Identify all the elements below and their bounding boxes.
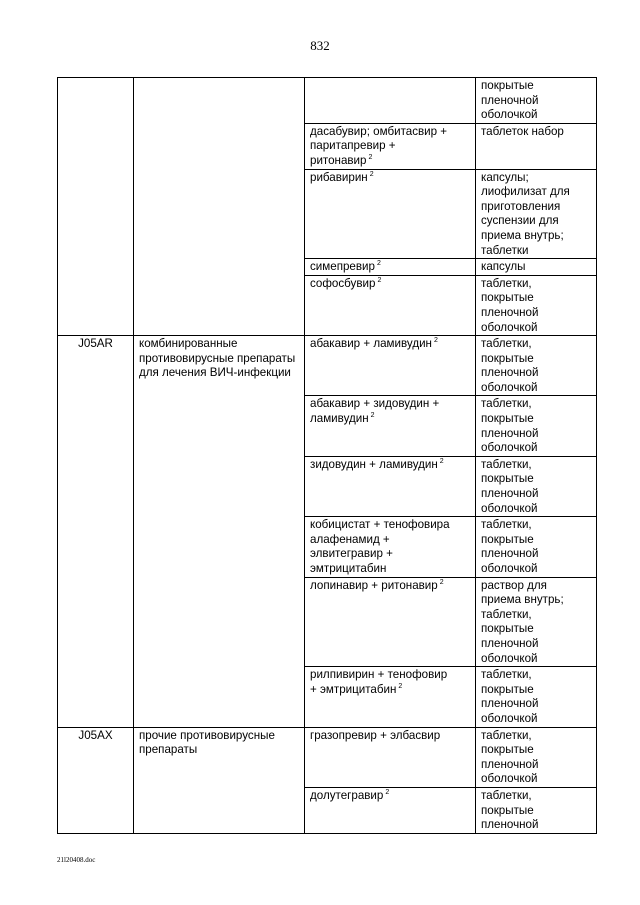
footnote-marker: 2	[439, 457, 444, 465]
drug-name: рибавирин	[310, 170, 368, 184]
dosage-form-cell	[476, 275, 597, 335]
table-row	[58, 78, 597, 124]
drug-name-cell	[305, 667, 476, 727]
dosage-form-cell	[476, 169, 597, 259]
dosage-form: капсулы	[481, 260, 526, 274]
dosage-form-cell	[476, 517, 597, 577]
drug-name: долутегравир	[310, 788, 384, 802]
table-row	[58, 336, 597, 396]
drug-name: абакавир + зидовудин + ламивудин	[310, 397, 440, 426]
dosage-form-cell	[476, 336, 597, 396]
dosage-form: таблетки, покрытые пленочной оболочкой	[481, 397, 539, 455]
dosage-form: покрытые пленочной оболочкой	[481, 79, 539, 122]
drug-name-cell	[305, 396, 476, 456]
dosage-form-cell	[476, 78, 597, 124]
footnote-marker: 2	[385, 788, 390, 796]
dosage-form: таблетки, покрытые пленочной оболочкой	[481, 457, 539, 515]
atc-code-cell	[58, 78, 134, 336]
dosage-form-cell	[476, 787, 597, 833]
footnote-marker: 2	[439, 578, 444, 586]
drug-name: рилпивирин + тенофовир + эмтрицитабин	[310, 668, 448, 696]
footnote-marker: 2	[369, 170, 374, 178]
drug-name-cell	[305, 336, 476, 396]
table-row	[58, 727, 597, 787]
dosage-form-cell	[476, 456, 597, 516]
dosage-form: таблетки, покрытые пленочной	[481, 788, 539, 832]
dosage-form-cell	[476, 259, 597, 276]
drug-table-body	[58, 78, 597, 834]
footnote-marker: 2	[398, 682, 403, 690]
drug-name: симепревир	[310, 260, 375, 274]
dosage-form: таблеток набор	[481, 124, 564, 138]
drug-name: лопинавир + ритонавир	[310, 578, 438, 592]
atc-code-cell: J05AR	[58, 336, 134, 727]
dosage-form-cell	[476, 396, 597, 456]
dosage-form: таблетки, покрытые пленочной оболочкой	[481, 337, 539, 394]
dosage-form: таблетки, покрытые пленочной оболочкой	[481, 728, 539, 786]
group-name-cell	[134, 78, 305, 336]
footnote-marker: 2	[370, 412, 375, 420]
drug-name-cell	[305, 727, 476, 787]
page-number: 832	[310, 38, 330, 53]
drug-name-cell	[305, 787, 476, 833]
footnote-marker: 2	[368, 153, 373, 161]
group-name-cell: комбинированные противовирусные препараты для лечения ВИЧ-инфекции	[134, 336, 305, 727]
dosage-form: таблетки, покрытые пленочной оболочкой	[481, 276, 539, 334]
drug-name: дасабувир; омбитасвир + паритапревир + ритонавир	[310, 124, 448, 167]
drug-name-cell	[305, 78, 476, 124]
footnote-marker: 2	[376, 260, 381, 268]
group-name-cell: прочие противовирусные препараты	[134, 727, 305, 833]
dosage-form-cell	[476, 667, 597, 727]
atc-code-cell: J05AX	[58, 727, 134, 833]
drug-name-cell	[305, 577, 476, 667]
footnote-marker: 2	[377, 276, 382, 284]
drug-name: абакавир + ламивудин	[310, 337, 432, 351]
drug-name-cell	[305, 517, 476, 577]
dosage-form: раствор для приема внутрь; таблетки, покрытые пленочной оболочкой	[481, 578, 564, 665]
drug-name-cell	[305, 456, 476, 516]
drug-name: кобицистат + тенофовира алафенамид + элвитегравир + эмтрицитабин	[310, 518, 450, 575]
dosage-form: таблетки, покрытые пленочной оболочкой	[481, 518, 539, 575]
drug-name: зидовудин + ламивудин	[310, 457, 438, 471]
drug-name: софосбувир	[310, 276, 376, 290]
drug-name-cell	[305, 123, 476, 169]
drug-name-cell	[305, 259, 476, 276]
drug-name-cell	[305, 275, 476, 335]
dosage-form-cell	[476, 577, 597, 667]
dosage-form: капсулы; лиофилизат для приготовления суспензии для приема внутрь; таблетки	[481, 170, 570, 257]
drug-name-cell	[305, 169, 476, 259]
drug-table	[57, 77, 597, 834]
drug-name: гразопревир + элбасвир	[310, 728, 441, 742]
document-filename: 21l20408.doc	[57, 856, 96, 864]
footnote-marker: 2	[433, 337, 438, 345]
dosage-form-cell	[476, 123, 597, 169]
dosage-form-cell	[476, 727, 597, 787]
dosage-form: таблетки, покрытые пленочной оболочкой	[481, 668, 539, 725]
